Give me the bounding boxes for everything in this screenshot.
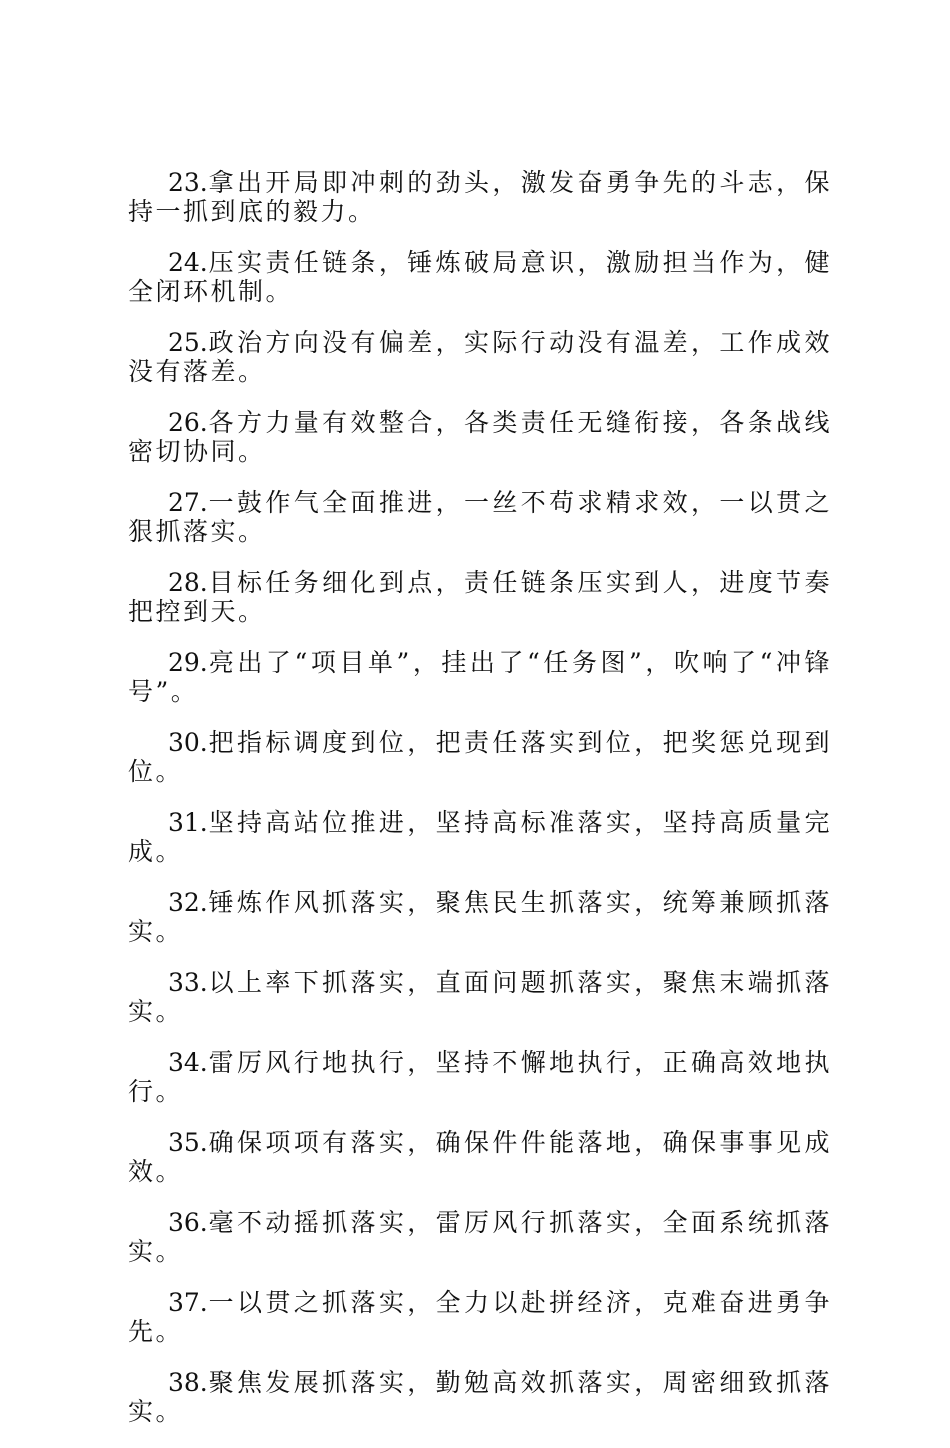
list-item <box>128 808 832 866</box>
list-item <box>128 568 832 626</box>
list-item <box>128 248 832 306</box>
item-number: 26. <box>168 408 208 437</box>
list-item <box>128 1208 832 1266</box>
list-item <box>128 1128 832 1186</box>
item-text: 一鼓作气全面推进，一丝不苟求精求效，一以贯之狠抓落实。 <box>128 488 832 546</box>
item-text: 以上率下抓落实，直面问题抓落实，聚焦末端抓落实。 <box>128 968 832 1026</box>
item-text: 雷厉风行地执行，坚持不懈地执行，正确高效地执行。 <box>128 1048 832 1106</box>
item-number: 34. <box>168 1048 208 1077</box>
item-text: 拿出开局即冲刺的劲头，激发奋勇争先的斗志，保持一抓到底的毅力。 <box>128 168 832 226</box>
item-text: 锤炼作风抓落实，聚焦民生抓落实，统筹兼顾抓落实。 <box>128 888 832 946</box>
list-item <box>128 1288 832 1346</box>
item-text: 一以贯之抓落实，全力以赴拼经济，克难奋进勇争先。 <box>128 1288 832 1346</box>
item-number: 29. <box>168 648 208 677</box>
list-item <box>128 1048 832 1106</box>
list-item <box>128 168 832 226</box>
item-text: 目标任务细化到点，责任链条压实到人，进度节奏把控到天。 <box>128 568 832 626</box>
item-number: 27. <box>168 488 208 517</box>
item-number: 38. <box>168 1368 208 1397</box>
list-item <box>128 488 832 546</box>
item-text: 聚焦发展抓落实，勤勉高效抓落实，周密细致抓落实。 <box>128 1368 832 1426</box>
item-number: 32. <box>168 888 208 917</box>
item-text: 毫不动摇抓落实，雷厉风行抓落实，全面系统抓落实。 <box>128 1208 832 1266</box>
item-number: 35. <box>168 1128 208 1157</box>
item-number: 30. <box>168 728 208 757</box>
item-number: 28. <box>168 568 208 597</box>
item-number: 36. <box>168 1208 208 1237</box>
item-text: 确保项项有落实，确保件件能落地，确保事事见成效。 <box>128 1128 832 1186</box>
item-text: 压实责任链条，锤炼破局意识，激励担当作为，健全闭环机制。 <box>128 248 832 306</box>
list-item <box>128 1368 832 1426</box>
item-number: 25. <box>168 328 208 357</box>
list-item <box>128 968 832 1026</box>
item-text: 亮出了“项目单”，挂出了“任务图”，吹响了“冲锋号”。 <box>128 648 832 706</box>
list-item <box>128 728 832 786</box>
item-number: 37. <box>168 1288 208 1317</box>
list-item <box>128 888 832 946</box>
item-text: 把指标调度到位，把责任落实到位，把奖惩兑现到位。 <box>128 728 832 786</box>
item-number: 23. <box>168 168 208 197</box>
document-body <box>128 168 832 1448</box>
item-number: 31. <box>168 808 208 837</box>
item-text: 坚持高站位推进，坚持高标准落实，坚持高质量完成。 <box>128 808 832 866</box>
list-item <box>128 648 832 706</box>
item-number: 24. <box>168 248 208 277</box>
list-item <box>128 328 832 386</box>
item-text: 政治方向没有偏差，实际行动没有温差，工作成效没有落差。 <box>128 328 832 386</box>
list-item <box>128 408 832 466</box>
item-number: 33. <box>168 968 208 997</box>
item-text: 各方力量有效整合，各类责任无缝衔接，各条战线密切协同。 <box>128 408 832 466</box>
